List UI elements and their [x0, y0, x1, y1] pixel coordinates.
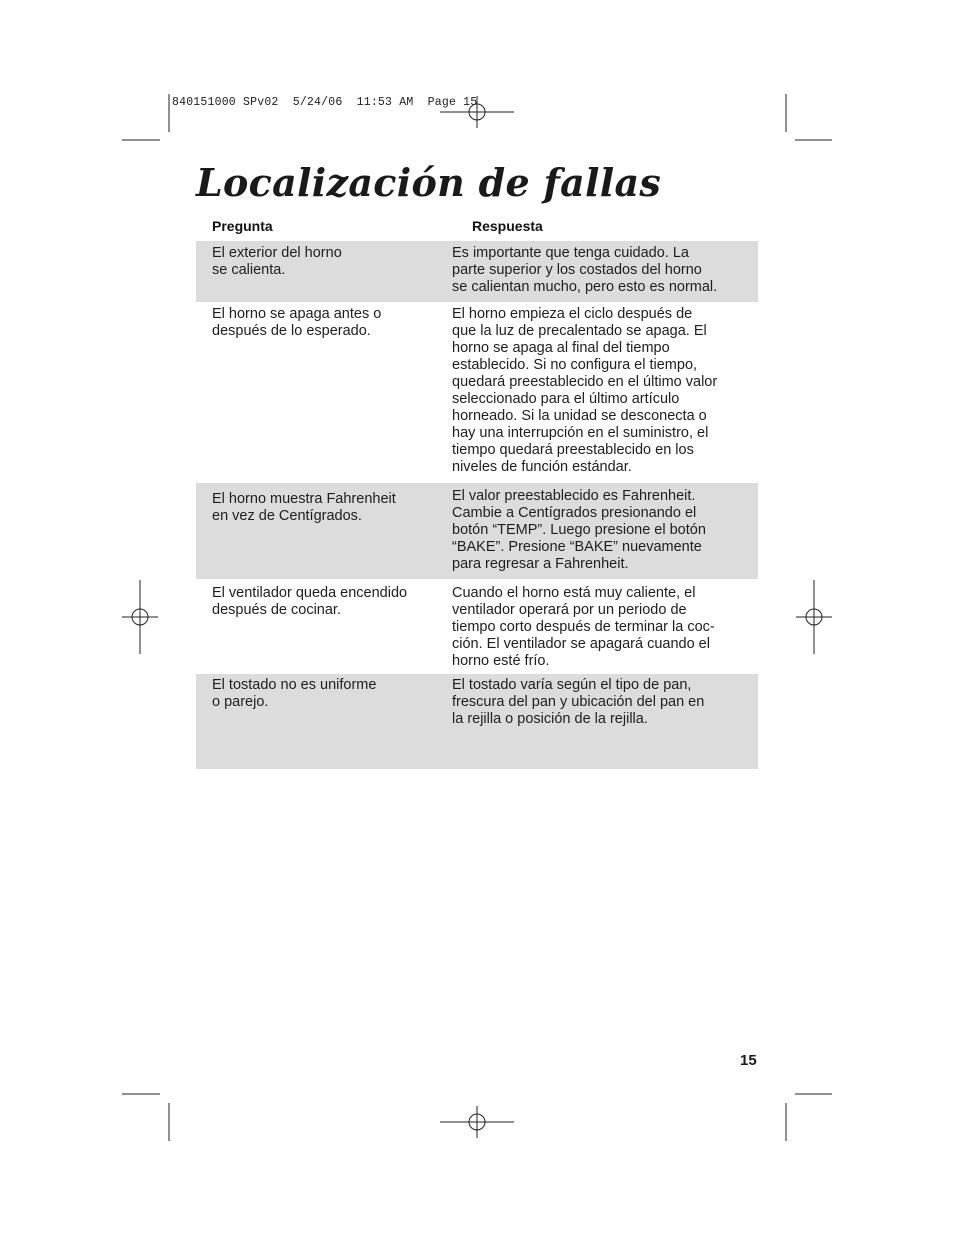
- registration-mark-left: [122, 580, 158, 654]
- table-row: [196, 241, 758, 302]
- question-cell: El ventilador queda encendido después de cocinar.: [212, 585, 408, 618]
- answer-cell: El horno empieza el ciclo después de que la luz de precalentado se apaga. El horno se apaga al final del tiempo establecido. Si no configura el tiempo, quedará preestablecido en el último valor seleccionado para el último artículo horneado. Si la unidad se desconecta o hay una interrupción en el suministro, el tiempo quedará preestablecido en los niveles de función estándar.: [452, 306, 718, 475]
- answer-cell: El tostado varía según el tipo de pan, frescura del pan y ubicación del pan en la rejilla o posición de la rejilla.: [452, 677, 705, 727]
- registration-mark-bottom: [440, 1106, 514, 1138]
- answer-cell: El valor preestablecido es Fahrenheit. Cambie a Centígrados presionando el botón “TEMP”. Luego presione el botón “BAKE”. Presione “BAKE” nuevamente para regresar a Fahrenheit.: [452, 488, 706, 572]
- column-header-answer: Respuesta: [472, 218, 543, 234]
- page-title: Localización de fallas: [196, 160, 662, 205]
- question-cell: El horno muestra Fahrenheit en vez de Centígrados.: [212, 491, 396, 524]
- registration-mark-top: [440, 96, 514, 128]
- table-row: [196, 483, 758, 579]
- registration-mark-right: [796, 580, 832, 654]
- question-cell: El tostado no es uniforme o parejo.: [212, 677, 377, 710]
- answer-cell: Cuando el horno está muy caliente, el ventilador operará por un periodo de tiempo corto después de terminar la coc- ción. El ventilador se apagará cuando el horno esté frío.: [452, 585, 715, 669]
- question-cell: El horno se apaga antes o después de lo esperado.: [212, 306, 382, 339]
- troubleshooting-table: [196, 241, 758, 769]
- print-slug: 840151000 SPv02 5/24/06 11:53 AM Page 15: [172, 96, 478, 109]
- table-row: [196, 674, 758, 769]
- table-row: [196, 302, 758, 483]
- page-number: 15: [740, 1052, 757, 1069]
- table-row: [196, 579, 758, 674]
- question-cell: El exterior del horno se calienta.: [212, 245, 342, 278]
- column-header-question: Pregunta: [212, 218, 273, 234]
- answer-cell: Es importante que tenga cuidado. La parte superior y los costados del horno se calientan mucho, pero esto es normal.: [452, 245, 718, 295]
